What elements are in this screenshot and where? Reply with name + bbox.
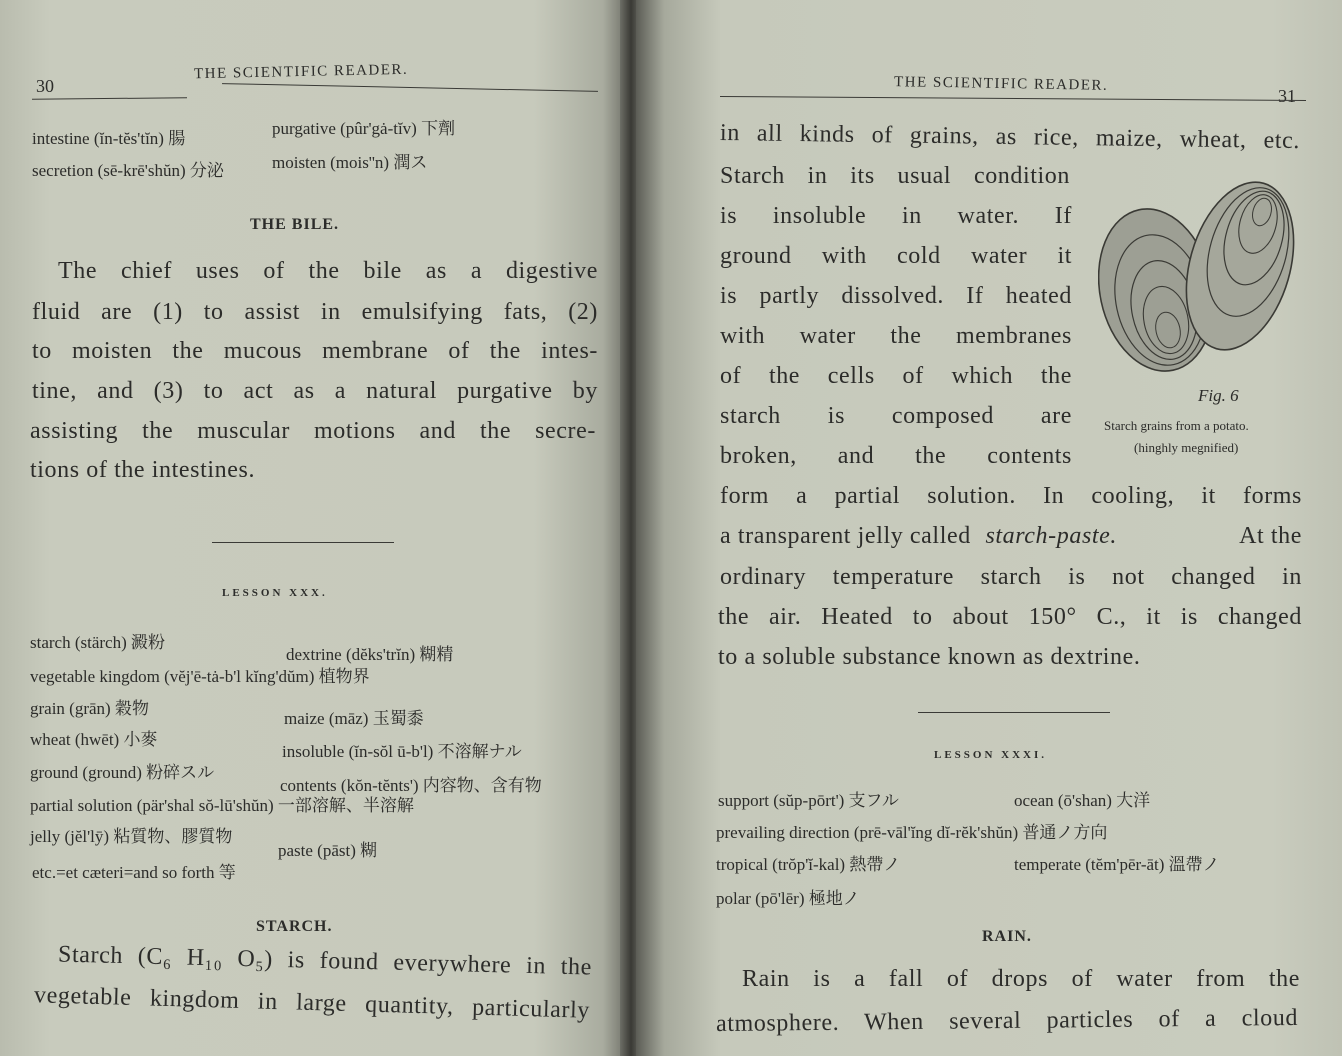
starch-paste-term: starch-paste. <box>985 523 1117 549</box>
vocab-starch: starch (stärch) 澱粉 <box>30 633 166 652</box>
starch-cont-line-1: in all kinds of grains, as rice, maize, wheat, etc. <box>719 119 1301 155</box>
full-line-2-text: a transparent jelly called <box>720 523 971 549</box>
lesson-31-title: LESSON XXXI. <box>934 749 1048 761</box>
right-page <box>636 0 1342 1056</box>
vocab-wheat: wheat (hwēt) 小麥 <box>30 730 158 749</box>
vocab-polar: polar (pō'lēr) 極地ノ <box>716 889 860 908</box>
vocab-contents: contents (kŏn-tĕnts') 内容物、含有物 <box>280 776 542 795</box>
vocab-maize: maize (māz) 玉蜀黍 <box>284 709 424 728</box>
vocab-paste: paste (pāst) 糊 <box>278 841 378 860</box>
figure-label: Fig. 6 <box>1198 386 1239 405</box>
starch-line-2: vegetable kingdom in large quantity, particularly <box>33 982 591 1024</box>
vocab-support: support (sŭp-pōrt') 支フル <box>718 791 899 810</box>
section-divider-left <box>212 542 394 543</box>
bile-line-3: to moisten the mucous membrane of the intes- <box>32 338 598 364</box>
bile-line-6: tions of the intestines. <box>30 457 256 483</box>
vocab-ground: ground (ground) 粉碎スル <box>30 763 215 782</box>
page-number-left: 30 <box>36 76 54 96</box>
wrap-line-6: of the cells of which the <box>720 363 1072 389</box>
figure-caption: Starch grains from a potato. <box>1104 418 1249 433</box>
header-rule-right <box>720 96 1306 101</box>
starch-grains-figure <box>1098 178 1298 378</box>
vocab-etc: etc.=et cæteri=and so forth 等 <box>32 863 236 882</box>
running-head-right: THE SCIENTIFIC READER. <box>893 74 1109 94</box>
full-line-3: ordinary temperature starch is not changed in <box>720 564 1302 590</box>
figure-caption-note: (hinghly megnified) <box>1134 440 1239 455</box>
running-head-left: THE SCIENTIFIC READER. <box>193 61 409 83</box>
vocab-grain: grain (grān) 穀物 <box>30 699 149 718</box>
vocab-moisten: moisten (mois''n) 潤ス <box>272 153 428 172</box>
full-line-1: form a partial solution. In cooling, it forms <box>720 483 1302 509</box>
vocab-dextrine: dextrine (dĕks'trĭn) 糊精 <box>286 645 454 664</box>
full-line-5: to a soluble substance known as dextrine. <box>718 644 1141 670</box>
wrap-line-7: starch is composed are <box>720 403 1072 429</box>
bile-line-1: The chief uses of the bile as a digestive <box>58 258 598 284</box>
wrap-line-2: is insoluble in water. If <box>720 203 1072 229</box>
wrap-line-3: ground with cold water it <box>720 243 1072 269</box>
starch-line-1: Starch (C₆ H₁₀ O₅) is found everywhere in the <box>57 941 593 981</box>
wrap-line-8: broken, and the contents <box>720 443 1072 469</box>
section-divider-right <box>918 712 1110 713</box>
header-rule-left <box>32 97 187 100</box>
wrap-line-4: is partly dissolved. If heated <box>720 283 1072 309</box>
vocab-vegetable-kingdom: vegetable kingdom (vĕj'ē-tȧ-b'l kĭng'dŭm) 植物界 <box>30 667 370 686</box>
header-rule-left-2 <box>222 83 598 92</box>
left-page <box>0 0 628 1056</box>
vocab-secretion: secretion (sē-krē'shŭn) 分泌 <box>32 161 224 180</box>
vocab-prevailing-direction: prevailing direction (prē-vāl'ĭng dĭ-rĕk'shŭn) 普通ノ方向 <box>716 823 1108 842</box>
vocab-temperate: temperate (tĕm'pēr-āt) 溫帶ノ <box>1014 855 1220 874</box>
bile-line-2: fluid are (1) to assist in emulsifying fats, (2) <box>32 299 598 325</box>
starch-heading: STARCH. <box>256 918 333 935</box>
rain-heading: RAIN. <box>982 928 1032 945</box>
vocab-jelly: jelly (jĕl'lȳ) 粘質物、膠質物 <box>30 827 233 846</box>
vocab-purgative: purgative (pûr'gȧ-tĭv) 下劑 <box>272 119 456 138</box>
vocab-intestine: intestine (ĭn-tĕs'tĭn) 腸 <box>32 129 186 148</box>
vocab-tropical: tropical (trŏp'ĭ-kal) 熱帶ノ <box>716 855 901 874</box>
vocab-ocean: ocean (ō'shan) 大洋 <box>1014 791 1151 810</box>
page-number-right: 31 <box>1278 86 1296 106</box>
full-line-4: the air. Heated to about 150° C., it is changed <box>718 604 1302 630</box>
rain-line-1: Rain is a fall of drops of water from the <box>742 966 1300 992</box>
full-line-2 <box>720 523 1302 550</box>
vocab-partial-solution: partial solution (pär'shal sŏ-lū'shŭn) 一部溶解、半溶解 <box>30 796 414 815</box>
bile-heading: THE BILE. <box>250 216 340 233</box>
bile-line-5: assisting the muscular motions and the secre- <box>30 418 596 444</box>
wrap-line-5: with water the membranes <box>720 323 1072 349</box>
bile-line-4: tine, and (3) to act as a natural purgative by <box>32 378 598 404</box>
vocab-insoluble: insoluble (ĭn-sŏl ū-b'l) 不溶解ナル <box>282 742 522 761</box>
lesson-30-title: LESSON XXX. <box>222 587 328 599</box>
wrap-line-1: Starch in its usual condition <box>720 163 1070 189</box>
rain-line-2: atmosphere. When several particles of a cloud <box>715 1004 1299 1038</box>
full-line-2-tail: At the <box>1239 523 1302 549</box>
